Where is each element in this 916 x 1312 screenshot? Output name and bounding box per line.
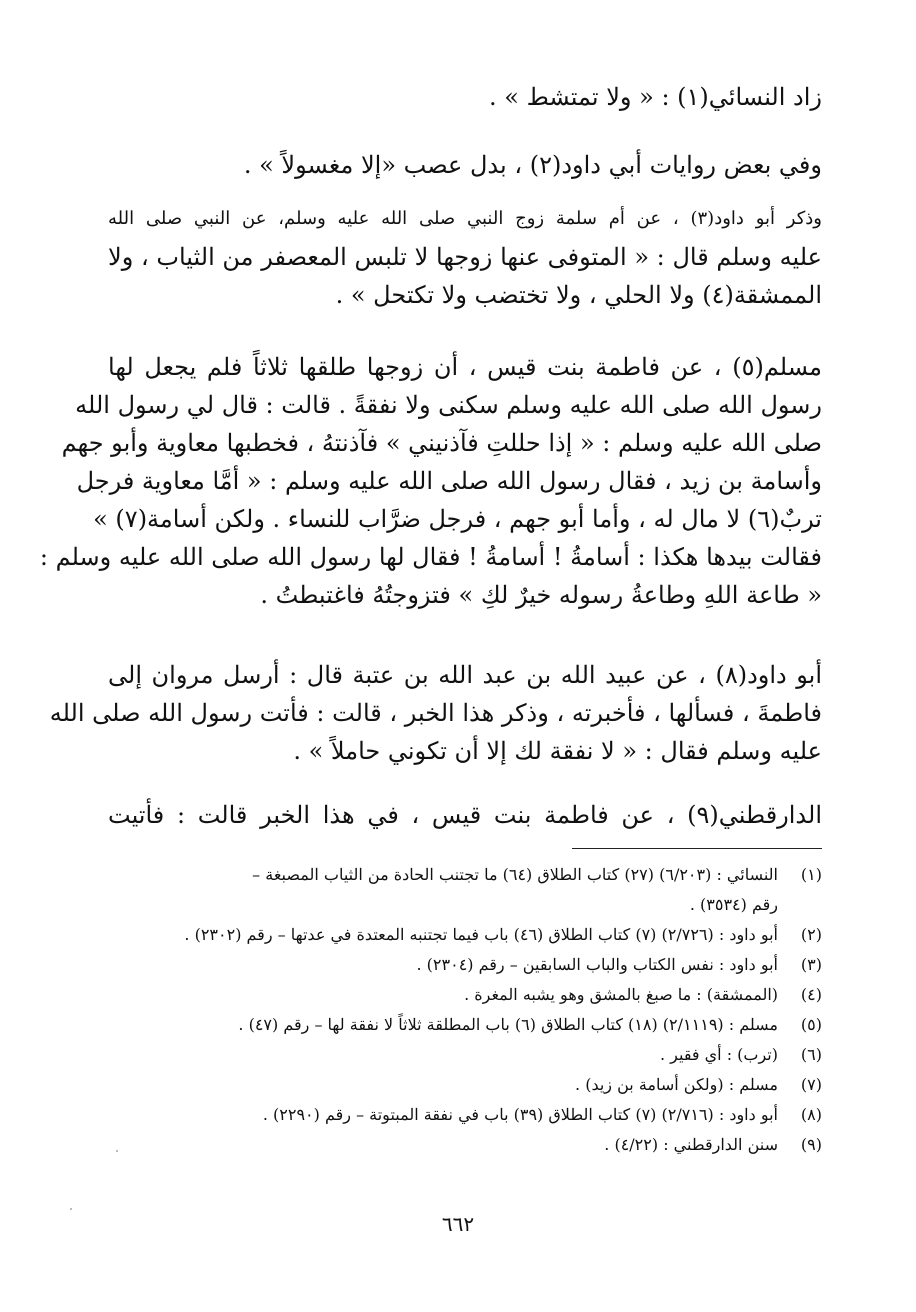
footnote-item (108, 1130, 822, 1160)
scan-speck (70, 1208, 72, 1210)
text-line: وأسامة بن زيد ، فقال رسول الله صلى الله عليه وسلم : « أمَّا معاوية فرجل (76, 467, 822, 495)
text-line: تربٌ(٦) لا مال له ، وأما أبو جهم ، فرجل ضرَّاب للنساء . ولكن أسامة(٧) » (93, 505, 822, 533)
footnote-number: (٢) (800, 925, 822, 944)
footnote-item (108, 1010, 822, 1040)
footnote-number: (١) (800, 865, 822, 884)
footnote-number: (٩) (800, 1135, 822, 1154)
footnote-number (778, 890, 822, 920)
footnote-text: (ترب) : أي فقير . (659, 1045, 778, 1064)
page-number: ٦٦٢ (441, 1212, 475, 1236)
text-line: عليه وسلم فقال : « لا نفقة لك إلا أن تكوني حاملاً » . (293, 737, 822, 765)
footnote-number: (٤) (800, 985, 822, 1004)
text-line: أبو داود(٨) ، عن عبيد الله بن عبد الله بن عتبة قال : أرسل مروان إلى (108, 661, 823, 689)
footnote-text: (الممشقة) : ما صبغ بالمشق وهو يشبه المغرة . (464, 985, 778, 1004)
text-line: الدارقطني(٩) ، عن فاطمة بنت قيس ، في هذا الخبر قالت : فأتيت (108, 801, 822, 829)
text-line: مسلم(٥) ، عن فاطمة بنت قيس ، أن زوجها طلقها ثلاثاً فلم يجعل لها (108, 353, 822, 381)
footnote-separator (572, 848, 822, 849)
text-line: رسول الله صلى الله عليه وسلم سكنى ولا نفقةً . قالت : قال لي رسول الله (75, 391, 822, 419)
footnote-text: سنن الدارقطني : (٤/٢٢) . (604, 1135, 778, 1154)
footnote-text: مسلم : (٢/١١١٩) (١٨) كتاب الطلاق (٦) باب المطلقة ثلاثاً لا نفقة لها – رقم (٤٧) . (238, 1015, 778, 1034)
text-block-daraqutni (108, 796, 822, 834)
footnote-text: أبو داود : (٢/٧٢٦) (٧) كتاب الطلاق (٤٦) باب فيما تجتنبه المعتدة في عدتها – رقم (٢٣٠٢) . (184, 925, 778, 944)
footnote-text: أبو داود : (٢/٧١٦) (٧) كتاب الطلاق (٣٩) باب في نفقة المبتوتة – رقم (٢٢٩٠) . (262, 1105, 778, 1124)
text-line: الممشقة(٤) ولا الحلي ، ولا تختضب ولا تكتحل » . (335, 281, 822, 309)
footnotes (108, 860, 822, 1160)
footnote-number: (٥) (800, 1015, 822, 1034)
footnote-number: (٧) (800, 1075, 822, 1094)
text-line: فاطمةَ ، فسألها ، فأخبرته ، وذكر هذا الخبر ، قالت : فأتت رسول الله صلى الله (49, 699, 822, 727)
text-block-abu-dawud-marwan (49, 656, 823, 770)
text-block-nasai (108, 78, 822, 116)
footnote-item (108, 1100, 822, 1130)
footnote-item (108, 890, 822, 920)
footnote-item (108, 1040, 822, 1070)
footnote-text: النسائي : (٦/٢٠٣) (٢٧) كتاب الطلاق (٦٤) ما تجتنب الحادة من الثياب المصبغة – (252, 865, 778, 884)
text-line: صلى الله عليه وسلم : « إذا حللتِ فآذنيني » فآذنتهُ ، فخطبها معاوية وأبو جهم (61, 429, 822, 457)
text-block-umm-salama (108, 200, 822, 314)
footnote-item (108, 860, 822, 890)
footnote-text: أبو داود : نفس الكتاب والباب السابقين – رقم (٢٣٠٤) . (416, 955, 778, 974)
scan-speck (116, 1150, 118, 1152)
footnote-number: (٦) (800, 1045, 822, 1064)
text-line: « طاعة اللهِ وطاعةُ رسوله خيرٌ لكِ » فتزوجتُهُ فاغتبطتُ . (260, 581, 822, 609)
footnote-item (108, 920, 822, 950)
text-line: زاد النسائي(١) : « ولا تمتشط » . (489, 83, 822, 111)
footnote-item (108, 980, 822, 1010)
footnote-item (108, 950, 822, 980)
text-line: عليه وسلم قال : « المتوفى عنها زوجها لا تلبس المعصفر من الثياب ، ولا (108, 243, 822, 271)
text-block-muslim-fatima (39, 348, 822, 614)
text-line: فقالت بيدها هكذا : أسامةُ ! أسامةُ ! فقال لها رسول الله صلى الله عليه وسلم : (39, 543, 822, 571)
footnote-text: مسلم : (ولكن أسامة بن زيد) . (575, 1075, 778, 1094)
text-line: وفي بعض روايات أبي داود(٢) ، بدل عصب «إلا مغسولاً » . (243, 151, 822, 179)
footnote-number: (٣) (800, 955, 822, 974)
text-line: وذكر أبو داود(٣) ، عن أم سلمة زوج النبي صلى الله عليه وسلم، عن النبي صلى الله (108, 208, 822, 229)
footnote-number: (٨) (800, 1105, 822, 1124)
footnote-item (108, 1070, 822, 1100)
text-block-abu-dawud-variant (108, 146, 822, 184)
footnote-text: رقم (٣٥٣٤) . (689, 895, 778, 914)
